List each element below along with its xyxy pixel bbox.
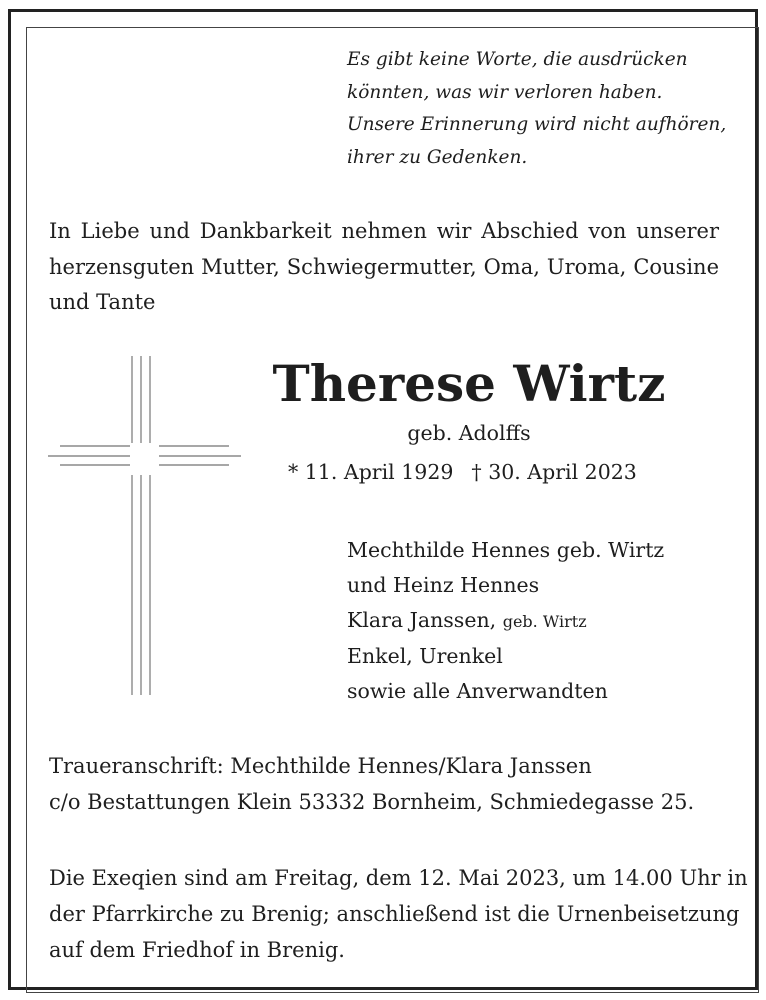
death-date: † 30. April 2023: [471, 460, 637, 484]
mourner-line: [347, 603, 727, 639]
address-line: Traueranschrift: Mechthilde Hennes/Klara Janssen: [49, 754, 592, 778]
mourner-line: Enkel, Urenkel: [347, 644, 503, 668]
funeral-service-info: [49, 860, 748, 968]
intro-line: und Tante: [49, 290, 156, 314]
intro-line: In Liebe und Dankbarkeit nehmen wir Abschied von unserer: [49, 219, 719, 243]
mourner-maiden-name: geb. Wirtz: [502, 612, 587, 631]
quote-line: könnten, was wir verloren haben.: [347, 81, 663, 103]
service-line: Die Exeqien sind am Freitag, dem 12. Mai 2023, um 14.00 Uhr in: [49, 866, 748, 890]
mourners-list: [347, 533, 727, 709]
mourner-line: Mechthilde Hennes geb. Wirtz: [347, 538, 665, 562]
mourner-line: sowie alle Anverwandten: [347, 679, 608, 703]
birth-name: geb. Adolffs: [407, 421, 531, 445]
intro-text: [49, 214, 719, 321]
service-line: auf dem Friedhof in Brenig.: [49, 938, 345, 962]
quote-line: Unsere Erinnerung wird nicht aufhören,: [347, 114, 727, 135]
memorial-quote: [347, 44, 727, 174]
quote-line: Es gibt keine Worte, die ausdrücken: [347, 49, 688, 70]
address-line: c/o Bestattungen Klein 53332 Bornheim, Schmiedegasse 25.: [49, 790, 695, 814]
birth-date: * 11. April 1929: [288, 460, 454, 484]
intro-line: herzensguten Mutter, Schwiegermutter, Oma, Uroma, Cousine: [49, 254, 719, 279]
deceased-name: Therese Wirtz: [272, 354, 666, 413]
cross-icon: [46, 353, 246, 698]
life-dates: [288, 456, 708, 488]
service-line: der Pfarrkirche zu Brenig; anschließend ist die Urnenbeisetzung: [49, 902, 740, 926]
mourner-line: und Heinz Hennes: [347, 573, 540, 597]
mourning-address: [49, 748, 729, 820]
mourner-name: Klara Janssen,: [347, 608, 497, 632]
quote-line: ihrer zu Gedenken.: [347, 146, 528, 168]
